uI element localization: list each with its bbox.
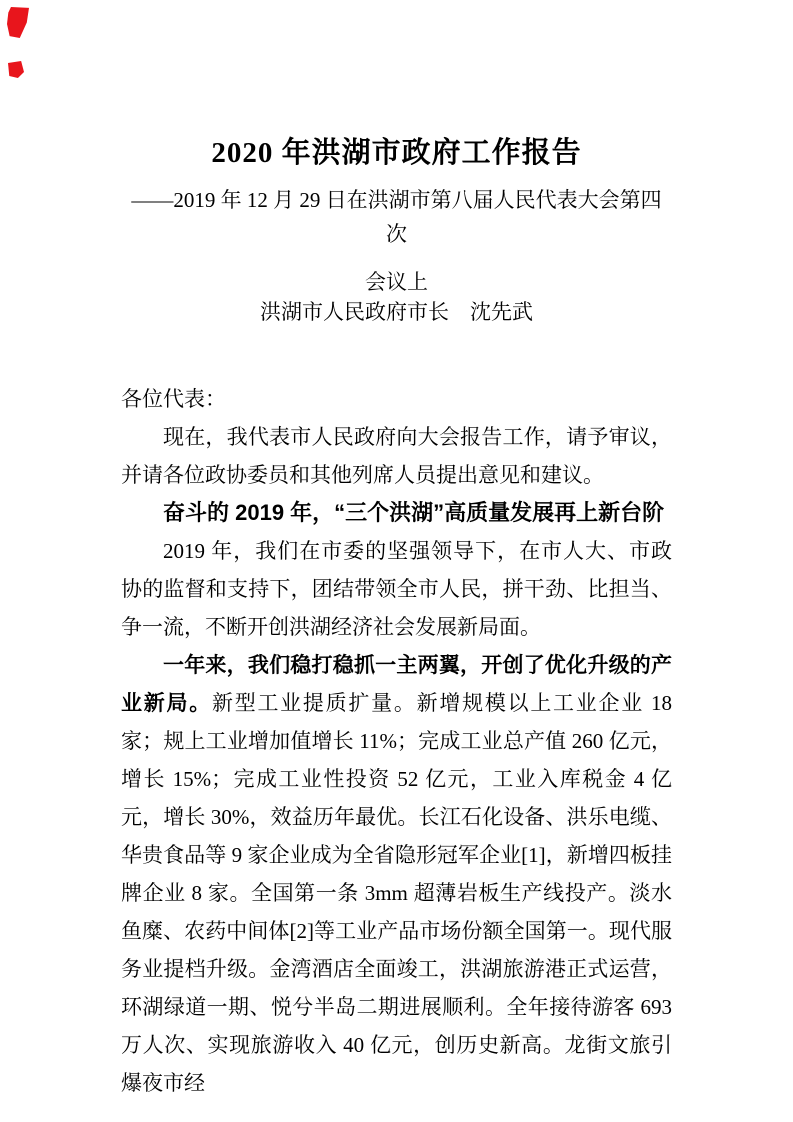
red-ink-mark <box>7 7 29 38</box>
report-title: 2020 年洪湖市政府工作报告 <box>211 137 582 169</box>
report-subtitle-line1: ——2019 年 12 月 29 日在洪湖市第八届人民代表大会第四次 <box>131 188 662 246</box>
paragraph-industry <box>121 646 672 1102</box>
paragraph-opening: 现在，我代表市人民政府向大会报告工作，请予审议，并请各位政协委员和其他列席人员提出意见和建议。 <box>121 425 672 487</box>
report-body <box>121 380 672 1102</box>
section-heading-2019: 奋斗的 2019 年，“三个洪湖”高质量发展再上新台阶 <box>163 500 665 525</box>
paragraph-industry-lead: 一年来，我们稳打稳抓一主两翼，开创了优化升级的产业新局。 <box>121 653 672 715</box>
report-speaker: 洪湖市人民政府市长 沈先武 <box>260 300 533 324</box>
paragraph-industry-rest: 新型工业提质扩量。新增规模以上工业企业 18 家；规上工业增加值增长 11%；完成工业总产值 260 亿元，增长 15%；完成工业性投资 52 亿元，工业入库税金 4 亿元，增长 30%，效益历年最优。长江石化设备、洪乐电缆、华贵食品等 9 家企业成为全省隐形冠军企业[1]，新增四板挂牌企业 8 家。全国第一条 3mm 超薄岩板生产线投产。淡水鱼糜、农药中间体[2]等工业产品市场份额全国第一。现代服务业提档升级。金湾酒店全面竣工，洪湖旅游港正式运营，环湖绿道一期、悦兮半岛二期进展顺利。全年接待游客 693 万人次、实现旅游收入 40 亿元，创历史新高。龙街文旅引爆夜市经 <box>121 691 673 1095</box>
red-ink-mark <box>8 61 24 78</box>
report-subtitle-line2: 会议上 <box>365 270 428 294</box>
document-content <box>121 0 672 1102</box>
paragraph-2019-review: 2019 年，我们在市委的坚强领导下，在市人大、市政协的监督和支持下，团结带领全市人民，拼干劲、比担当、争一流，不断开创洪湖经济社会发展新局面。 <box>121 539 672 639</box>
salutation: 各位代表： <box>121 387 226 411</box>
